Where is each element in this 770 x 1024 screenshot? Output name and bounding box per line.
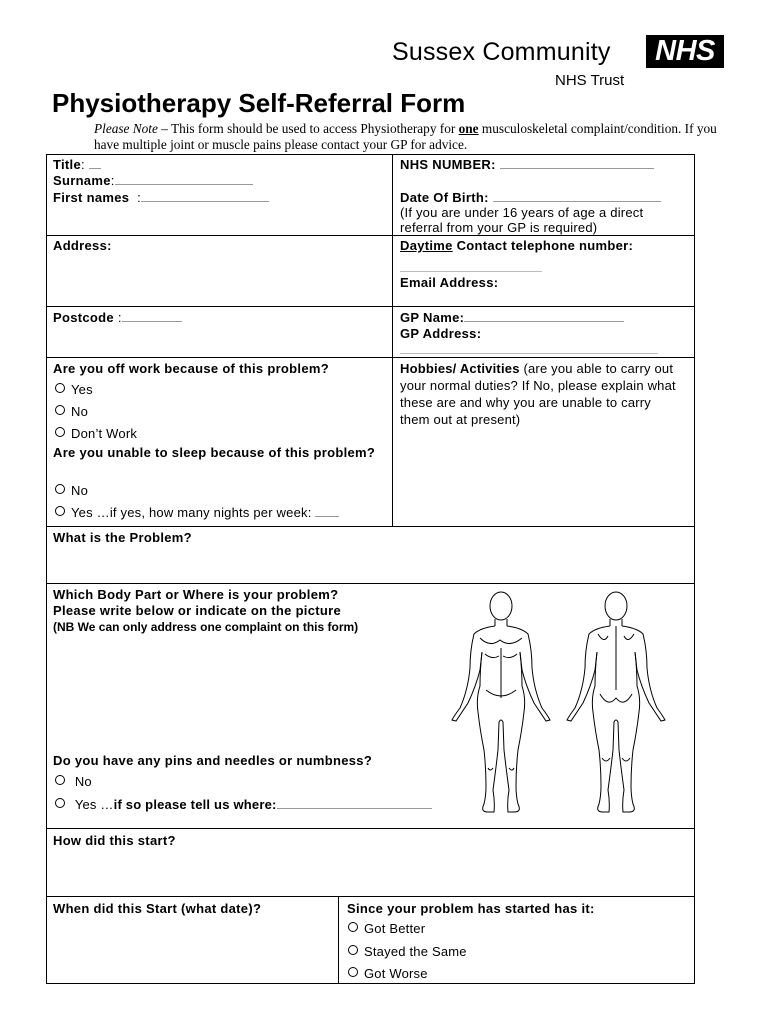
option-label: Yes — [71, 382, 93, 397]
org-subtitle: NHS Trust — [555, 72, 625, 89]
org-name: Sussex Community — [392, 38, 611, 66]
sleep-question: Are you unable to sleep because of this problem? — [53, 445, 376, 460]
pins-no-option[interactable] — [55, 774, 92, 789]
radio-icon[interactable] — [55, 405, 65, 415]
table-border-right — [694, 154, 695, 984]
table-border-bottom — [46, 983, 695, 984]
gp-address-blank[interactable] — [400, 353, 658, 354]
postcode-colon: : — [117, 310, 122, 325]
title-colon: : — [81, 157, 85, 172]
first-names-colon: : — [137, 190, 142, 205]
row-divider — [46, 583, 694, 584]
problem-label: What is the Problem? — [53, 530, 192, 545]
pins-yes-bold: if so please tell us where: — [113, 797, 277, 812]
body-part-instruction: Please write below or indicate on the picture — [53, 603, 342, 618]
surname-colon: : — [110, 173, 115, 188]
stayed-same-option[interactable] — [348, 944, 467, 959]
body-part-question: Which Body Part or Where is your problem? — [53, 587, 339, 602]
radio-icon[interactable] — [55, 383, 65, 393]
since-started-label: Since your problem has started has it: — [347, 901, 595, 916]
off-work-yes-option[interactable] — [55, 382, 93, 397]
postcode-label: Postcode — [53, 310, 114, 325]
option-label: No — [71, 483, 89, 498]
title-label: Title — [53, 157, 81, 172]
table-border-left — [46, 154, 47, 984]
radio-icon[interactable] — [55, 506, 65, 516]
form-title: Physiotherapy Self-Referral Form — [52, 88, 466, 118]
option-label: Yes … — [74, 797, 114, 812]
phone-blank[interactable] — [400, 271, 542, 272]
surname-label: Surname — [53, 173, 111, 188]
radio-icon[interactable] — [55, 775, 65, 785]
radio-icon[interactable] — [55, 427, 65, 437]
off-work-question: Are you off work because of this problem? — [53, 361, 329, 376]
note-text-2: musculoskeletal complaint/condition. If you have multiple joint or muscle pains please contact your GP for advice. — [94, 121, 717, 152]
option-label: Got Worse — [364, 966, 428, 981]
when-started-label: When did this Start (what date)? — [53, 901, 262, 916]
off-work-no-option[interactable] — [55, 404, 88, 419]
row-divider — [46, 306, 694, 307]
form-note — [94, 121, 734, 153]
gp-name-label: GP Name: — [400, 310, 465, 325]
row-divider — [46, 896, 694, 897]
hobbies-label: Hobbies/ Activities — [400, 361, 520, 376]
back-body-figure[interactable] — [567, 592, 665, 812]
nhs-number-field[interactable] — [400, 157, 654, 172]
radio-icon[interactable] — [348, 945, 358, 955]
body-diagram[interactable] — [440, 590, 690, 822]
phone-label: Contact telephone number: — [452, 238, 634, 253]
radio-icon[interactable] — [348, 967, 358, 977]
hobbies-field[interactable] — [400, 360, 680, 428]
body-part-nb: (NB We can only address one complaint on this form) — [53, 620, 359, 634]
row-divider — [46, 357, 694, 358]
option-label: Don’t Work — [71, 426, 138, 441]
gp-address-label: GP Address: — [400, 326, 482, 341]
option-label: Yes …if yes, how many nights per week: — [71, 505, 312, 520]
nhs-number-label: NHS NUMBER: — [400, 157, 496, 172]
option-label: Stayed the Same — [364, 944, 467, 959]
column-divider — [392, 154, 393, 526]
dob-label: Date Of Birth: — [400, 190, 489, 205]
got-better-option[interactable] — [348, 921, 425, 936]
daytime-label: Daytime — [400, 238, 453, 253]
how-started-label: How did this start? — [53, 833, 176, 848]
column-divider — [338, 896, 339, 984]
row-divider — [46, 235, 694, 236]
option-label: No — [74, 774, 92, 789]
row-divider — [46, 828, 694, 829]
pins-yes-option[interactable] — [55, 797, 432, 812]
sleep-no-option[interactable] — [55, 483, 88, 498]
gp-name-field[interactable] — [400, 310, 624, 325]
first-names-field[interactable] — [53, 190, 269, 205]
phone-field[interactable] — [400, 238, 633, 253]
dob-field[interactable] — [400, 190, 661, 205]
dob-note: (If you are under 16 years of age a direct referral from your GP is required) — [400, 205, 644, 235]
radio-icon[interactable] — [55, 484, 65, 494]
note-emphasis: one — [458, 121, 479, 136]
option-label: Got Better — [364, 921, 426, 936]
first-names-label: First names — [53, 190, 130, 205]
radio-icon[interactable] — [55, 798, 65, 808]
option-label: No — [71, 404, 89, 419]
note-label: Please Note — [94, 121, 158, 136]
nhs-logo: NHS — [646, 35, 724, 68]
sleep-yes-option[interactable] — [55, 505, 339, 520]
front-body-figure[interactable] — [452, 592, 550, 812]
got-worse-option[interactable] — [348, 966, 428, 981]
radio-icon[interactable] — [348, 922, 358, 932]
title-field[interactable] — [53, 157, 101, 172]
postcode-field[interactable] — [53, 310, 182, 325]
table-border-top — [46, 154, 694, 155]
pins-question: Do you have any pins and needles or numbness? — [53, 753, 373, 768]
address-label: Address: — [53, 238, 112, 253]
off-work-dont-work-option[interactable] — [55, 426, 137, 441]
note-text-1: – This form should be used to access Physiotherapy for — [157, 121, 459, 136]
row-divider — [46, 526, 694, 527]
email-label: Email Address: — [400, 275, 499, 290]
hobbies-text: (are you able to carry out your normal duties? If No, please explain what these are and why you are unable to carry them out at present) — [400, 361, 676, 427]
surname-field[interactable] — [53, 173, 253, 188]
